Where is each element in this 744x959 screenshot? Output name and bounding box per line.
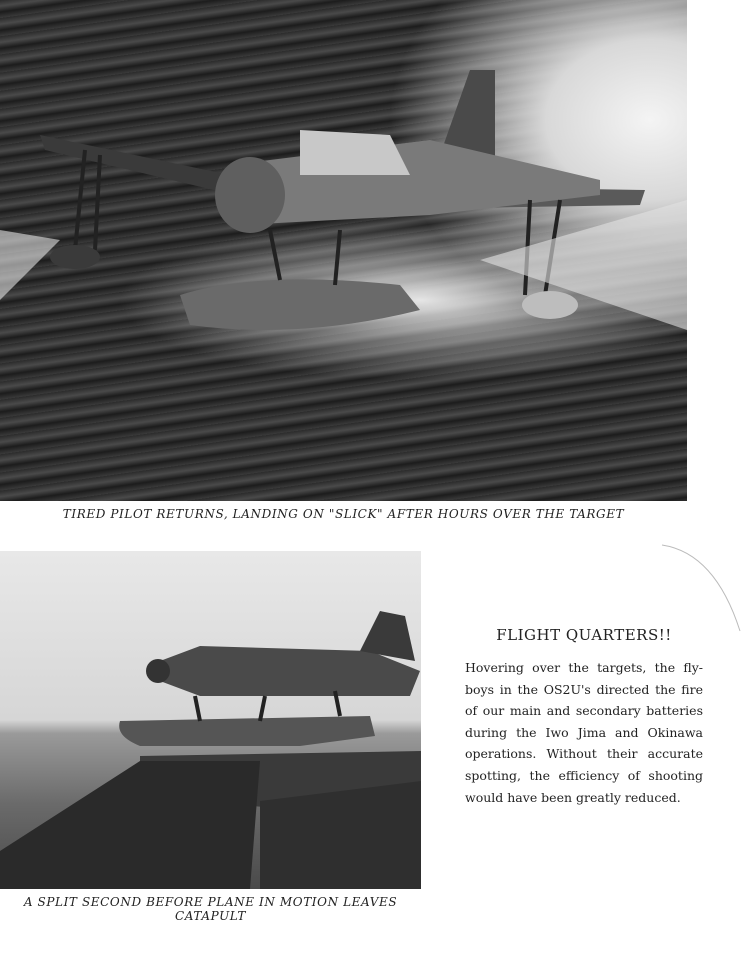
top-photo-caption: TIRED PILOT RETURNS, LANDING ON "SLICK" AFTER HOURS OVER THE TARGET: [62, 507, 625, 521]
article-title: FLIGHT QUARTERS!!: [496, 626, 672, 644]
catapult-launch-photo: [0, 551, 421, 889]
bottom-photo-caption: [0, 895, 421, 923]
page-curl-decoration: [660, 543, 742, 633]
catapult-launch-illustration: [0, 551, 421, 889]
article-body: Hovering over the targets, the fly-boys in the OS2U's directed the fire of our main and secondary batteries during the Iwo Jima and Okinawa operations. Without their accurate spotting, the efficiency of shooting would have been greatly reduced.: [465, 660, 703, 805]
bottom-caption-line-1: A SPLIT SECOND BEFORE PLANE IN MOTION LEAVES: [23, 895, 398, 909]
bottom-caption-line-2: CATAPULT: [175, 909, 246, 923]
seaplane-landing-illustration: [0, 0, 687, 501]
seaplane-landing-photo: [0, 0, 687, 501]
